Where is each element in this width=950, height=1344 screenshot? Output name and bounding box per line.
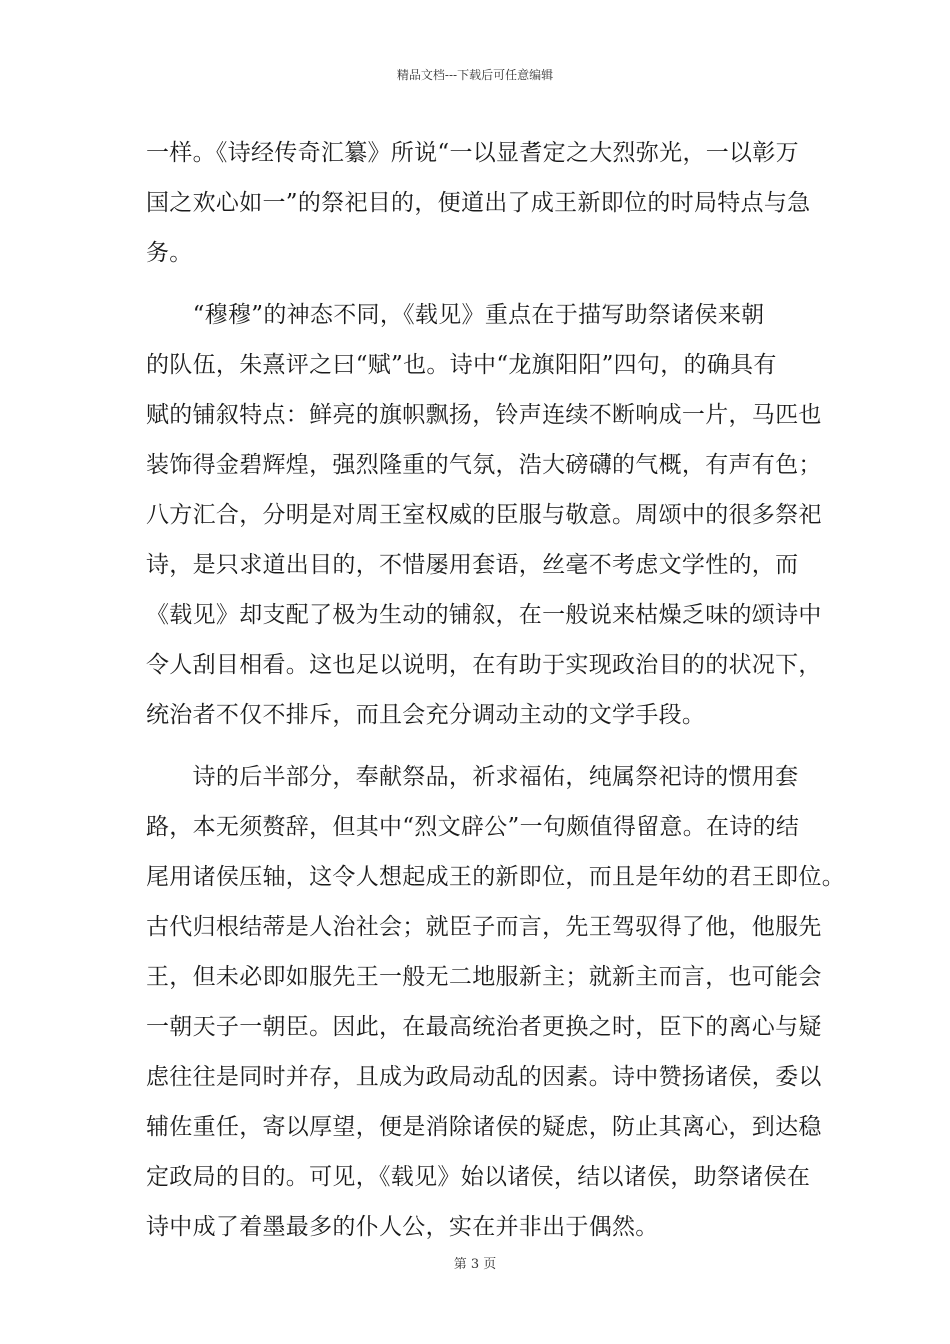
text-line: 赋的铺叙特点：鲜亮的旗帜飘扬，铃声连续不断响成一片，马匹也 <box>146 402 822 428</box>
text-line: 《载见》却支配了极为生动的铺叙，在一般说来枯燥乏味的颂诗中 <box>146 602 822 628</box>
text-line: 务。 <box>146 240 193 266</box>
text-line: 令人刮目相看。这也足以说明，在有助于实现政治目的的状况下， <box>146 652 822 678</box>
text-line: 诗，是只求道出目的，不惜屡用套语，丝毫不考虑文学性的，而 <box>146 552 799 578</box>
text-line: 王，但未必即如服先王一般无二地服新主；就新主而言，也可能会 <box>146 964 822 990</box>
text-line: 的队伍，朱熹评之曰“赋”也。诗中“龙旗阳阳”四句，的确具有 <box>146 352 777 378</box>
document-body <box>146 128 845 1252</box>
text-line: 八方汇合，分明是对周王室权威的臣服与敬意。周颂中的很多祭祀 <box>146 502 822 528</box>
text-line: 定政局的目的。可见，《载见》始以诸侯，结以诸侯，助祭诸侯在 <box>146 1164 811 1190</box>
paragraph-3 <box>146 752 845 1252</box>
text-line: 路，本无须赘辞，但其中“烈文辟公”一句颇值得留意。在诗的结 <box>146 814 800 840</box>
text-line: “穆穆”的神态不同，《载见》重点在于描写助祭诸侯来朝 <box>146 302 765 328</box>
text-line: 尾用诸侯压轴，这令人想起成王的新即位，而且是年幼的君王即位。 <box>146 864 845 890</box>
paragraph-1 <box>146 128 810 278</box>
text-line: 国之欢心如一”的祭祀目的，便道出了成王新即位的时局特点与急 <box>146 190 811 216</box>
text-line: 诗中成了着墨最多的仆人公，实在并非出于偶然。 <box>146 1214 659 1240</box>
page-header: 精品文档---下载后可任意编辑 <box>396 68 554 82</box>
text-line: 一朝天子一朝臣。因此，在最高统治者更换之时，臣下的离心与疑 <box>146 1014 822 1040</box>
text-line: 虑往往是同时并存，且成为政局动乱的因素。诗中赞扬诸侯，委以 <box>146 1064 822 1090</box>
text-line: 古代归根结蒂是人治社会；就臣子而言，先王驾驭得了他，他服先 <box>146 914 822 940</box>
paragraph-2 <box>146 290 822 740</box>
text-line: 辅佐重任，寄以厚望，便是消除诸侯的疑虑，防止其离心，到达稳 <box>146 1114 822 1140</box>
text-line: 一样。《诗经传奇汇纂》所说“一以显耆定之大烈弥光，一以彰万 <box>146 140 799 166</box>
text-line: 装饰得金碧辉煌，强烈隆重的气氛，浩大磅礴的气概，有声有色； <box>146 452 822 478</box>
page-number: 第 3 页 <box>453 1257 497 1272</box>
text-line: 统治者不仅不排斥，而且会充分调动主动的文学手段。 <box>146 702 706 728</box>
text-line: 诗的后半部分，奉献祭品，祈求福佑，纯属祭祀诗的惯用套 <box>146 764 799 790</box>
